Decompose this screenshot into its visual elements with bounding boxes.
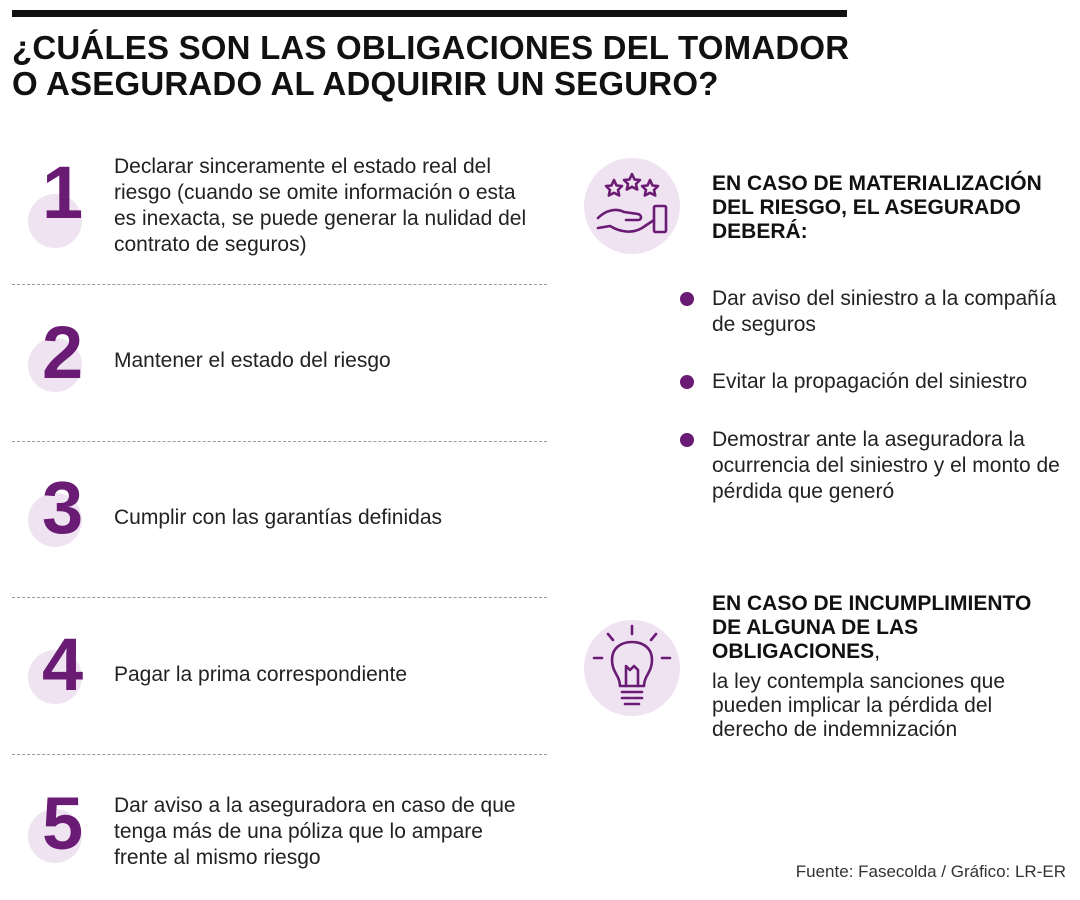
title-line-1: ¿CUÁLES SON LAS OBLIGACIONES DEL TOMADOR [12,29,850,66]
lightbulb-icon [584,620,680,716]
step-text: Dar aviso a la aseguradora en caso de que tenga más de una póliza que lo ampare frente al mismo riesgo [114,794,516,869]
heading-line-3: DEBERÁ: [712,220,808,243]
source-credit: Fuente: Fasecolda / Gráfico: LR-ER [795,862,1066,881]
step-number: 3 [42,466,84,549]
heading-line-1: EN CASO DE INCUMPLIMIENTO [712,592,1032,615]
bullet-text: Dar aviso del siniestro a la compañía de seguros [712,287,1057,336]
step-text: Cumplir con las garantías definidas [114,506,443,529]
step-number: 4 [42,623,84,706]
bullet-dot [680,433,694,447]
heading-line-2: DE ALGUNA DE LAS [712,616,919,639]
step-number: 1 [42,151,84,234]
heading-comma: , [874,640,881,663]
heading-line-2: DEL RIESGO, EL ASEGURADO [712,196,1021,219]
step-text: Mantener el estado del riesgo [114,349,391,372]
heading-line-3 [712,640,1072,664]
step-text: Pagar la prima correspondiente [114,663,407,686]
bullet-dot [680,375,694,389]
heading-line-1: EN CASO DE MATERIALIZACIÓN [712,172,1042,195]
hand-stars-icon [584,158,680,254]
step-text: Declarar sinceramente el estado real del riesgo (cuando se omite información o esta es inexacta, se puede generar la nulidad del contrato de seguros) [114,155,527,256]
step-number: 2 [42,311,84,394]
divider [12,284,547,285]
sanction-text: la ley contempla sanciones que pueden implicar la pérdida del derecho de indemnización [712,670,1006,741]
divider [12,441,547,442]
noncompliance-heading [712,592,1072,664]
title-line-2: O ASEGURADO AL ADQUIRIR UN SEGURO? [12,65,719,102]
page-title [12,30,912,102]
bullet-text: Demostrar ante la aseguradora la ocurrencia del siniestro y el monto de pérdida que generó [712,428,1060,503]
materialization-heading [712,172,1072,244]
top-rule [12,10,847,17]
bullet-text: Evitar la propagación del siniestro [712,370,1028,393]
divider [12,754,547,755]
step-number: 5 [42,782,84,865]
heading-bold-word: OBLIGACIONES [712,640,875,663]
bullet-dot [680,292,694,306]
divider [12,597,547,598]
